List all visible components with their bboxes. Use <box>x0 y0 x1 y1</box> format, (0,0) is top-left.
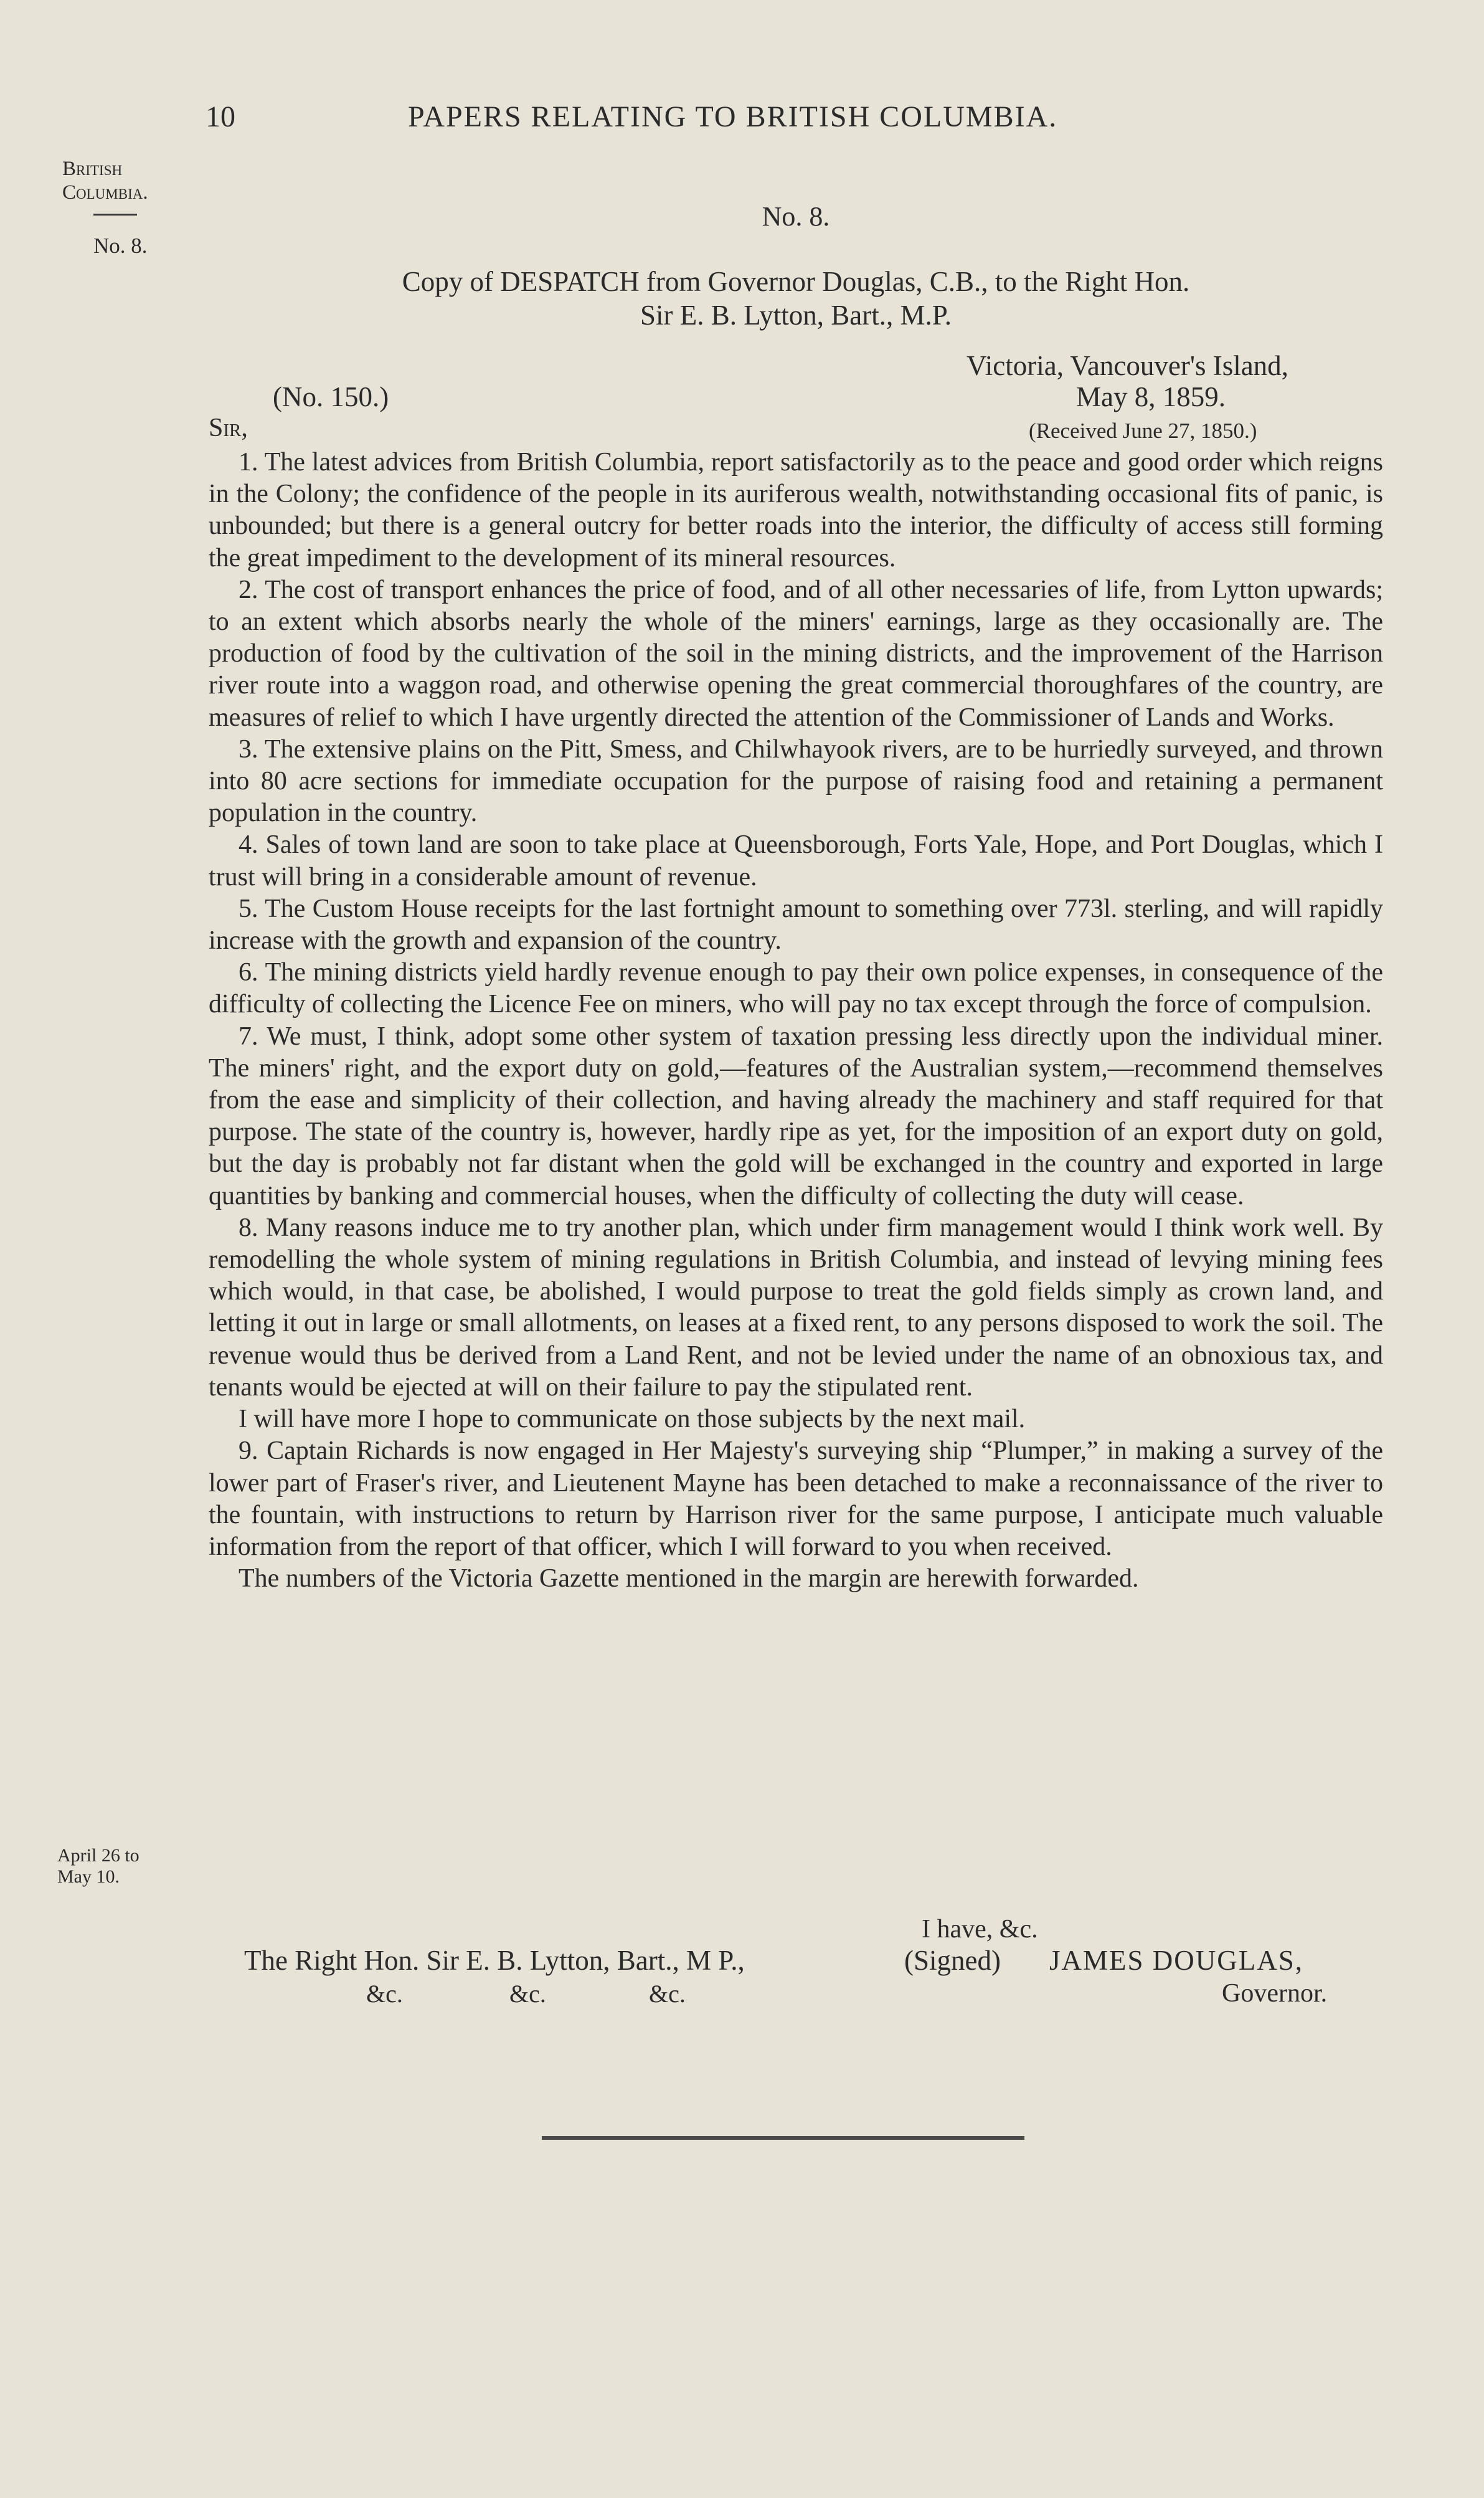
paragraph: 1. The latest advices from British Columbia, report satisfactorily as to the peace and good order which reigns in the Colony; the confidence of the people in its auriferous wealth, notwithstanding occasional fits of panic, is unbounded; but there is a general outcry for better roads into the interior, the difficulty of access still forming the great impediment to the development of its mineral resources. <box>209 448 1383 572</box>
paragraph: 5. The Custom House receipts for the last fortnight amount to something over 773l. sterling, and will rapidly increase with the growth and expansion of the country. <box>209 894 1383 956</box>
closing-have: I have, &c. <box>922 1915 1038 1944</box>
despatch-title <box>209 265 1383 332</box>
closing-title: Governor. <box>1222 1979 1328 2008</box>
margin-note-line2: May 10. <box>57 1866 120 1887</box>
closing-addressee: The Right Hon. Sir E. B. Lytton, Bart., M P., <box>244 1945 745 1976</box>
despatch-title-line1: Copy of DESPATCH from Governor Douglas, C.B., to the Right Hon. <box>402 266 1190 297</box>
despatch-title-line2: Sir E. B. Lytton, Bart., M.P. <box>640 300 952 331</box>
end-rule <box>542 2136 1024 2140</box>
paragraph: 9. Captain Richards is now engaged in Her Majesty's surveying ship “Plumper,” in making a survey of the lower part of Fraser's river, and Lieutenent Mayne has been detached to make a reconnaissance of the river to the fountain, with instructions to return by Harrison river for the same purpose, I anticipate much valuable information from the report of that officer, which I will forward to you when received. <box>209 1437 1383 1561</box>
paragraph: 7. We must, I think, adopt some other system of taxation pressing less directly upon the individual miner. The miners' right, and the export duty on gold,—features of the Australian system,—recommend themselves from the ease and simplicity of their collection, and having already the machinery and staff required for that purpose. The state of the country is, however, hardly ripe as yet, for the imposition of an export duty on gold, but the day is probably not far distant when the gold will be exchanged in the country and exported in large quantities by banking and commercial houses, when the difficulty of collecting the duty will cease. <box>209 1022 1383 1210</box>
paragraph: 8. Many reasons induce me to try another plan, which under firm management would I think work well. By remodelling the whole system of mining regulations in British Columbia, and instead of levying mining fees which would, in that case, be abolished, I would purpose to treat the gold fields simply as crown land, and letting it out in large or small allotments, on leases at a fixed rent, to any persons disposed to work the soil. The revenue would thus be derived from a Land Rent, and not be levied under the name of an obnoxious tax, and tenants would be ejected at will on their failure to pay the stipulated rent. <box>209 1213 1383 1402</box>
despatch-number-heading: No. 8. <box>762 201 830 232</box>
margin-rule <box>93 214 137 216</box>
closing-signed: (Signed) <box>904 1945 1001 1976</box>
despatch-ref: (No. 150.) <box>273 381 389 412</box>
paragraph: The numbers of the Victoria Gazette mentioned in the margin are herewith forwarded. <box>239 1564 1139 1593</box>
paragraph: I will have more I hope to communicate on those subjects by the next mail. <box>239 1405 1026 1434</box>
running-title: PAPERS RELATING TO BRITISH COLUMBIA. <box>408 100 1058 133</box>
margin-note-line1: April 26 to <box>57 1845 139 1866</box>
closing-signer: JAMES DOUGLAS, <box>1049 1945 1304 1976</box>
despatch-date: May 8, 1859. <box>1076 381 1226 412</box>
closing-etc-3: &c. <box>649 1980 686 2008</box>
closing-etc-1: &c. <box>366 1980 403 2008</box>
paragraph: 2. The cost of transport enhances the price of food, and of all other necessaries of life, from Lytton upwards; to an extent which absorbs nearly the whole of the miners' earnings, large as they occasionally are. The production of food by the cultivation of the soil in the mining districts, and the improvement of the Harrison river route into a waggon road, and otherwise opening the great commercial thoroughfares of the country, are measures of relief to which I have urgently directed the attention of the Commissioner of Lands and Works. <box>209 575 1383 732</box>
paragraph: 3. The extensive plains on the Pitt, Smess, and Chilwhayook rivers, are to be hurriedly surveyed, and thrown into 80 acre sections for immediate occupation for the purpose of raising food and retaining a permanent population in the country. <box>209 734 1383 828</box>
paragraph: 6. The mining districts yield hardly revenue enough to pay their own police expenses, in consequence of the difficulty of collecting the Licence Fee on miners, who will pay no tax except through the force of compulsion. <box>209 958 1383 1019</box>
page-number: 10 <box>206 100 235 133</box>
closing-etc-2: &c. <box>509 1980 546 2008</box>
despatch-body <box>209 447 1383 1595</box>
margin-number: No. 8. <box>93 234 148 258</box>
margin-region-line2: Columbia. <box>62 181 148 204</box>
margin-region-line1: British <box>62 158 123 180</box>
margin-note <box>57 1845 139 1888</box>
received-note: (Received June 27, 1850.) <box>1029 419 1257 443</box>
running-header <box>0 100 1484 143</box>
paragraph: 4. Sales of town land are soon to take place at Queensborough, Forts Yale, Hope, and Port Douglas, which I trust will bring in a considerable amount of revenue. <box>209 830 1383 891</box>
margin-region <box>62 157 187 204</box>
salutation: Sir, <box>209 414 248 442</box>
despatch-place: Victoria, Vancouver's Island, <box>966 350 1288 381</box>
